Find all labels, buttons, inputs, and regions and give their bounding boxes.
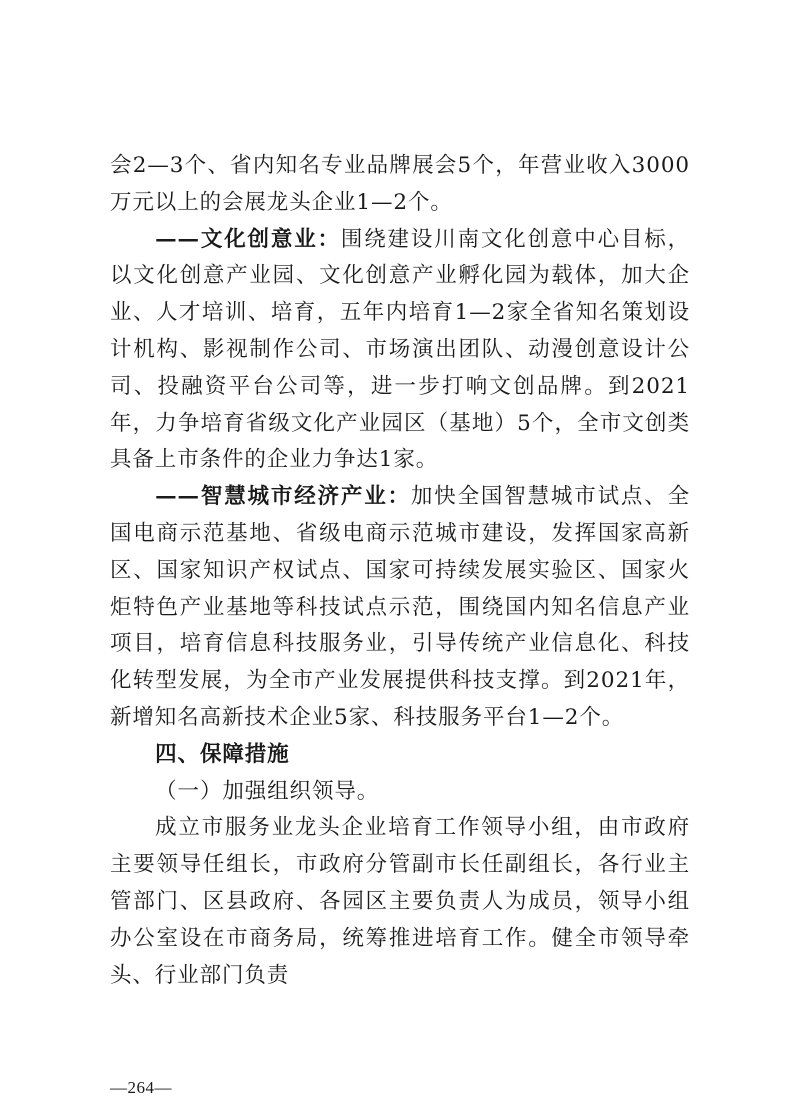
paragraph-continuation: 会2—3个、省内知名专业品牌展会5个，年营业收入3000万元以上的会展龙头企业1—2个。 bbox=[110, 153, 690, 215]
paragraph-smart-city bbox=[110, 479, 690, 737]
paragraph-lead-cultural-creative: ——文化创意业： bbox=[155, 226, 341, 252]
paragraph-lead-smart-city: ——智慧城市经济产业： bbox=[155, 484, 411, 510]
paragraph-text-cultural-creative: 围绕建设川南文化创意中心目标，以文化创意产业园、文化创意产业孵化园为载体，加大企业、人才培训、培育，五年内培育1—2家全省知名策划设计机构、影视制作公司、市场演出团队、动漫创意设计公司、投融资平台公司等，进一步打响文创品牌。到2021年，力争培育省级文化产业园区（基地）5个，全市文创类具备上市条件的企业力争达1家。 bbox=[110, 226, 690, 473]
subsection-heading: （一）加强组织领导。 bbox=[155, 778, 380, 804]
page-body bbox=[110, 148, 690, 994]
section-heading: 四、保障措施 bbox=[155, 741, 290, 767]
paragraph-organization: 成立市服务业龙头企业培育工作领导小组，由市政府主要领导任组长，市政府分管副市长任副组长，各行业主管部门、区县政府、各园区主要负责人为成员，领导小组办公室设在市商务局，统筹推进培育工作。健全市领导牵头、行业部门负责 bbox=[110, 815, 690, 988]
paragraph-text-smart-city: 加快全国智慧城市试点、全国电商示范基地、省级电商示范城市建设，发挥国家高新区、国家知识产权试点、国家可持续发展实验区、国家火炬特色产业基地等科技试点示范，围绕国内知名信息产业项目，培育信息科技服务业，引导传统产业信息化、科技化转型发展，为全市产业发展提供科技支撑。到2021年，新增知名高新技术企业5家、科技服务平台1—2个。 bbox=[110, 484, 690, 730]
paragraph-cultural-creative bbox=[110, 222, 690, 480]
page-number: —264— bbox=[110, 1078, 172, 1097]
